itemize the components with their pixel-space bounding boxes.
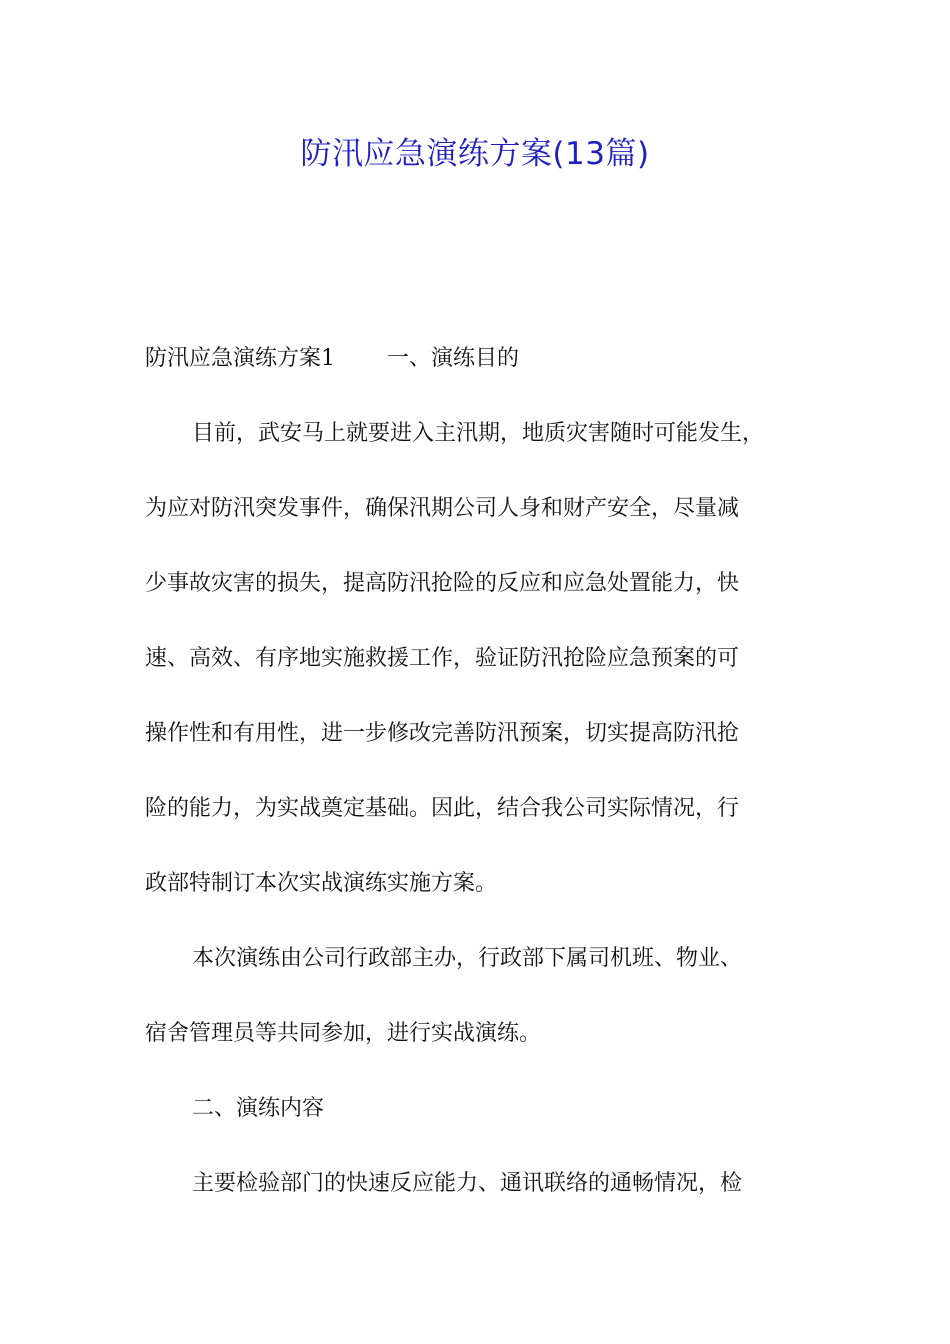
paragraph-line: 目前，武安马上就要进入主汛期，地质灾害随时可能发生， <box>192 421 765 446</box>
paragraph-line: 为应对防汛突发事件，确保汛期公司人身和财产安全，尽量减 <box>145 496 740 521</box>
heading-content: 二、演练内容 <box>192 1096 325 1121</box>
paragraph-line: 主要检验部门的快速反应能力、通讯联络的通畅情况，检 <box>192 1171 743 1196</box>
paragraph-line: 本次演练由公司行政部主办，行政部下属司机班、物业、 <box>192 946 743 971</box>
paragraph-line: 宿舍管理员等共同参加，进行实战演练。 <box>145 1021 542 1046</box>
section-label: 防汛应急演练方案1 <box>145 346 335 371</box>
document-title: 防汛应急演练方案(13篇) <box>300 136 650 172</box>
section-heading-row <box>145 344 519 374</box>
paragraph-line: 速、高效、有序地实施救援工作，验证防汛抢险应急预案的可 <box>145 646 740 671</box>
paragraph-line: 操作性和有用性，进一步修改完善防汛预案，切实提高防汛抢 <box>145 721 740 746</box>
paragraph-line: 险的能力，为实战奠定基础。因此，结合我公司实际情况，行 <box>145 796 740 821</box>
heading-purpose: 一、演练目的 <box>387 346 520 371</box>
paragraph-line: 政部特制订本次实战演练实施方案。 <box>145 871 498 896</box>
paragraph-line: 少事故灾害的损失，提高防汛抢险的反应和应急处置能力，快 <box>145 571 740 596</box>
